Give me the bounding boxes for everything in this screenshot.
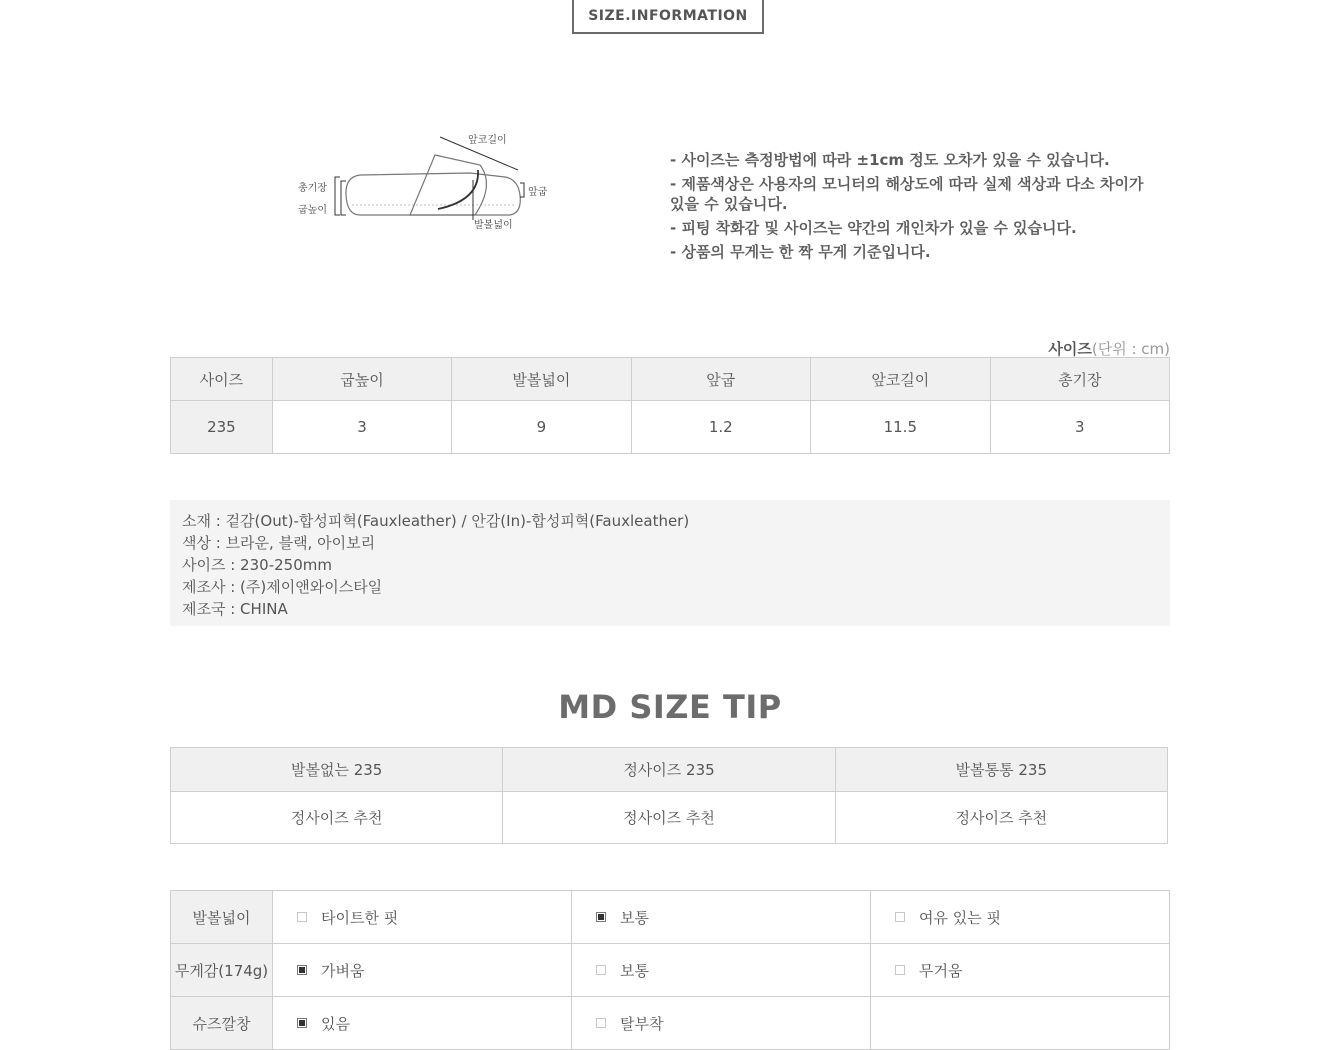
diagram-label-total-height: 총기장 [298, 183, 327, 194]
fit-option[interactable] [273, 891, 572, 944]
size-table-header: 사이즈 [171, 358, 273, 401]
fit-option[interactable] [572, 997, 871, 1050]
fit-label: 무게감(174g) [171, 944, 273, 997]
table-row [171, 401, 1170, 454]
size-table-header: 발볼넓이 [452, 358, 631, 401]
fit-option[interactable] [871, 944, 1170, 997]
size-table-header: 앞코길이 [810, 358, 990, 401]
md-tip-value: 정사이즈 추천 [503, 792, 835, 844]
fit-option[interactable] [273, 997, 572, 1050]
slipper-diagram [290, 125, 560, 240]
note-item: - 제품색상은 사용자의 모니터의 해상도에 따라 실제 색상과 다소 차이가 있을 수 있습니다. [670, 175, 1144, 213]
fit-option-label: 여유 있는 핏 [919, 908, 1001, 927]
fit-option-label: 있음 [321, 1014, 350, 1033]
md-tip-header: 발볼통통 235 [835, 748, 1167, 792]
product-origin: 제조국 : CHINA [182, 600, 288, 618]
fit-row-weight [171, 944, 1170, 997]
diagram-label-front-heel: 앞굽 [528, 187, 548, 198]
size-table-cell: 9 [452, 401, 631, 454]
fit-option[interactable] [572, 891, 871, 944]
unit-text: (단위 : cm) [1091, 340, 1170, 358]
table-row [171, 792, 1168, 844]
diagram-label-ball-width: 발볼넓이 [474, 220, 513, 231]
checkbox-icon[interactable] [895, 965, 905, 975]
fit-option-label: 보통 [620, 908, 649, 927]
size-notes [670, 150, 1160, 266]
fit-label: 발볼넓이 [171, 891, 273, 944]
size-table-cell: 235 [171, 401, 273, 454]
product-size: 사이즈 : 230-250mm [182, 556, 332, 574]
size-table-header: 굽높이 [272, 358, 451, 401]
size-table [170, 357, 1170, 454]
checkbox-icon[interactable] [596, 912, 606, 922]
fit-row-width [171, 891, 1170, 944]
note-item: - 피팅 착화감 및 사이즈는 약간의 개인차가 있을 수 있습니다. [670, 219, 1077, 237]
fit-option-label: 탈부착 [620, 1014, 664, 1033]
size-information-title: SIZE.INFORMATION [572, 0, 764, 34]
fit-label: 슈즈깔창 [171, 997, 273, 1050]
md-tip-header-row [171, 748, 1168, 792]
checkbox-icon[interactable] [297, 965, 307, 975]
md-tip-value: 정사이즈 추천 [171, 792, 503, 844]
size-table-header: 총기장 [990, 358, 1169, 401]
note-item: - 사이즈는 측정방법에 따라 ±1cm 정도 오차가 있을 수 있습니다. [670, 151, 1110, 169]
checkbox-icon[interactable] [596, 965, 606, 975]
product-color: 색상 : 브라운, 블랙, 아이보리 [182, 534, 376, 552]
md-tip-header: 발볼없는 235 [171, 748, 503, 792]
fit-option[interactable] [273, 944, 572, 997]
checkbox-icon[interactable] [895, 912, 905, 922]
fit-option-label: 무거움 [919, 961, 963, 980]
product-material: 소재 : 겉감(Out)-합성피혁(Fauxleather) / 안감(In)-합성피혁(Fauxleather) [182, 512, 690, 530]
note-item: - 상품의 무게는 한 짝 무게 기준입니다. [670, 243, 931, 261]
checkbox-icon[interactable] [297, 1018, 307, 1028]
fit-empty-cell [871, 997, 1170, 1050]
product-info-box [170, 500, 1170, 626]
diagram-label-heel-height: 굽높이 [298, 205, 327, 216]
size-table-cell: 3 [990, 401, 1169, 454]
fit-row-insole [171, 997, 1170, 1050]
size-table-header: 앞굽 [631, 358, 810, 401]
fit-option-label: 보통 [620, 961, 649, 980]
md-tip-value: 정사이즈 추천 [835, 792, 1167, 844]
checkbox-icon[interactable] [297, 912, 307, 922]
size-table-cell: 1.2 [631, 401, 810, 454]
md-tip-header: 정사이즈 235 [503, 748, 835, 792]
md-size-tip-title: MD SIZE TIP [558, 688, 782, 726]
size-table-header-row [171, 358, 1170, 401]
product-manufacturer: 제조사 : (주)제이앤와이스타일 [182, 578, 383, 596]
checkbox-icon[interactable] [596, 1018, 606, 1028]
size-table-cell: 3 [272, 401, 451, 454]
fit-option[interactable] [572, 944, 871, 997]
fit-table [170, 890, 1170, 1050]
fit-option-label: 가벼움 [321, 961, 365, 980]
size-unit-label [960, 338, 1170, 359]
fit-option[interactable] [871, 891, 1170, 944]
fit-option-label: 타이트한 핏 [321, 908, 399, 927]
size-label: 사이즈 [1048, 340, 1092, 358]
md-tip-table [170, 747, 1168, 844]
size-table-cell: 11.5 [810, 401, 990, 454]
diagram-label-toe-length: 앞코길이 [468, 135, 507, 146]
